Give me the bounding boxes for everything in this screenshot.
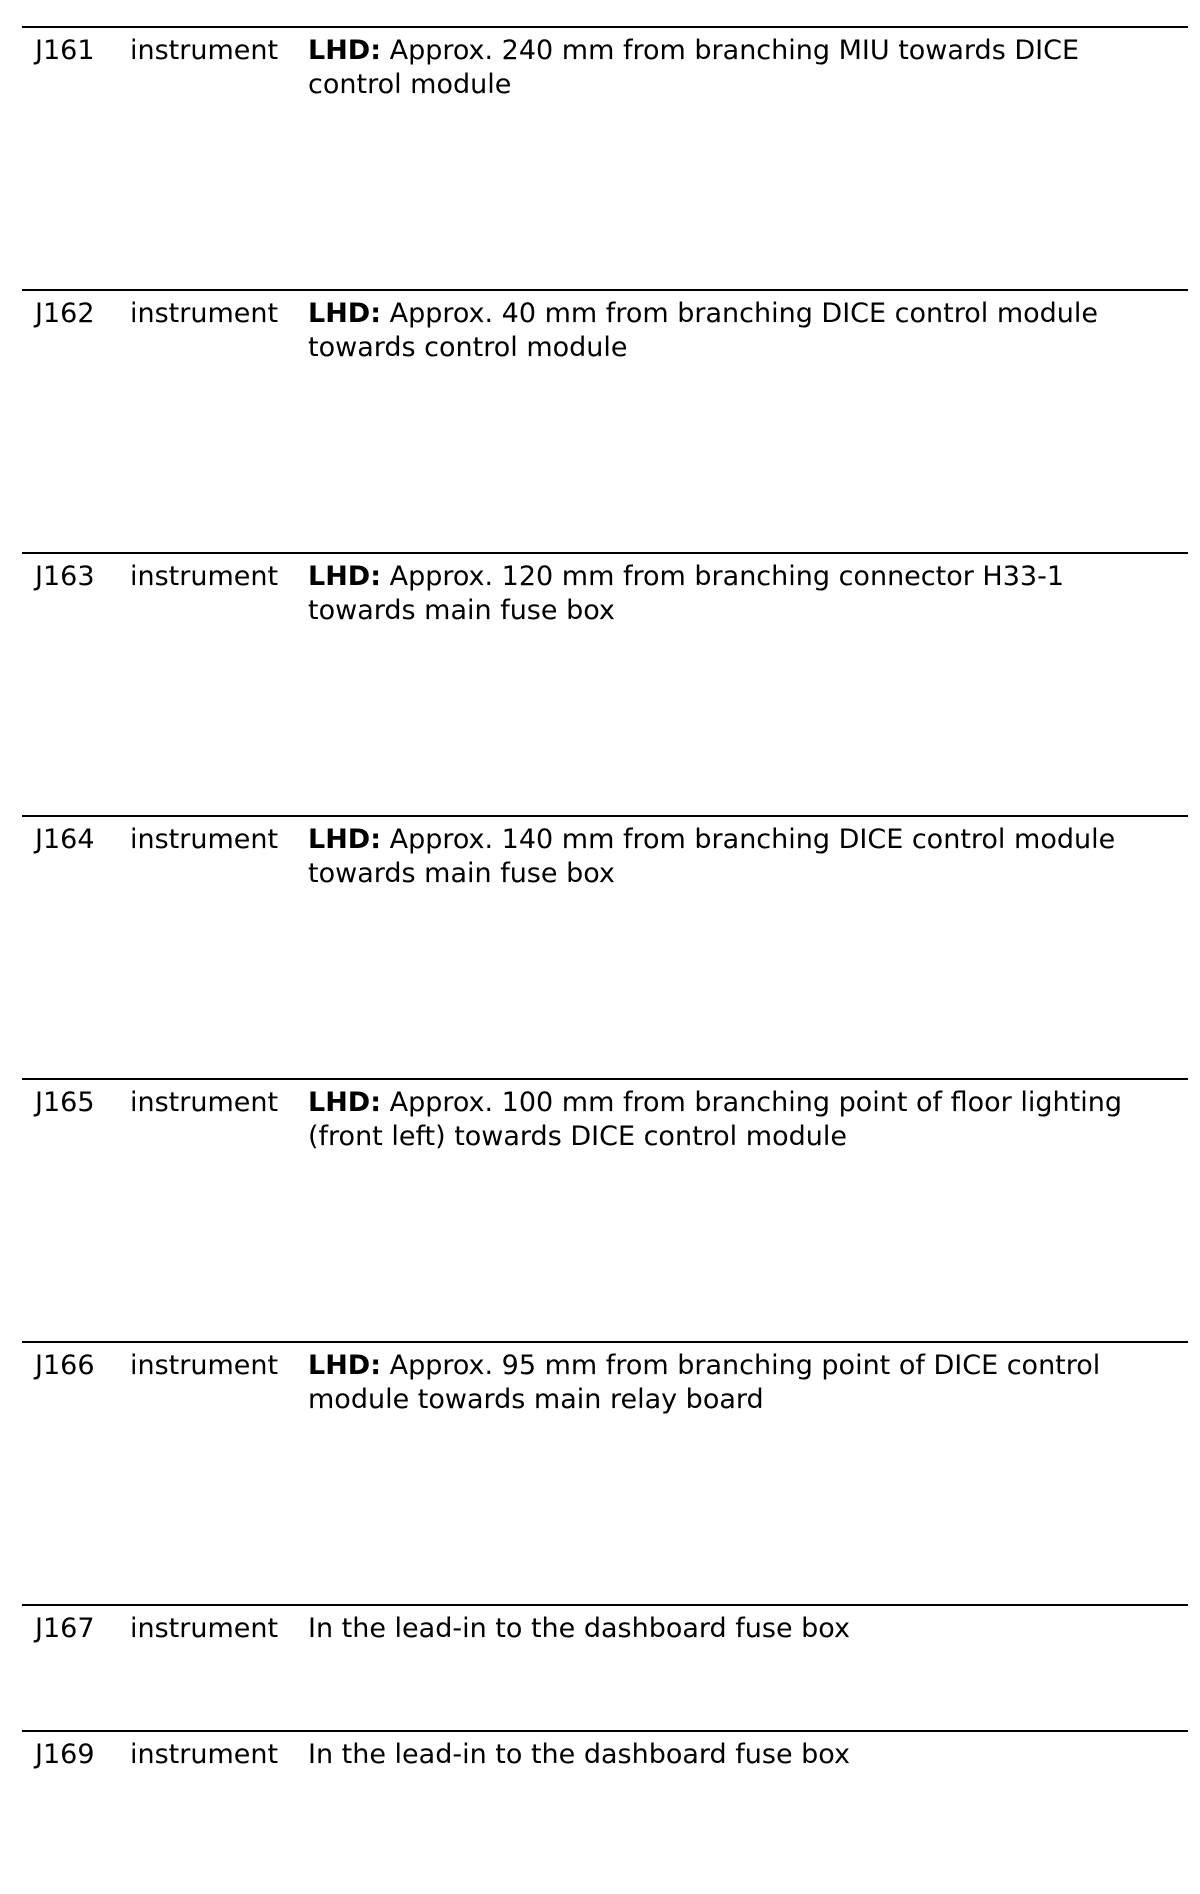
row-divider — [22, 26, 1188, 28]
location-line-1: LHD: Approx. 240 mm from branching MIU towards DICE — [308, 35, 1080, 66]
connector-code: J166 — [35, 1350, 95, 1381]
connector-code: J161 — [35, 35, 95, 66]
connector-type: instrument — [130, 35, 279, 66]
lhd-label: LHD: — [308, 298, 382, 329]
row-divider — [22, 1341, 1188, 1343]
location-line-1: In the lead-in to the dashboard fuse box — [308, 1739, 850, 1770]
connector-location — [308, 823, 1180, 891]
row-divider — [22, 552, 1188, 554]
row-divider — [22, 1604, 1188, 1606]
location-line-1: LHD: Approx. 40 mm from branching DICE control module — [308, 298, 1099, 329]
location-line-2: (front left) towards DICE control module — [308, 1121, 847, 1152]
location-line-1: LHD: Approx. 95 mm from branching point of DICE control — [308, 1350, 1101, 1381]
connector-type: instrument — [130, 1739, 279, 1770]
location-line-1: LHD: Approx. 120 mm from branching connector H33-1 — [308, 561, 1065, 592]
row-divider — [22, 1078, 1188, 1080]
connector-type: instrument — [130, 1087, 279, 1118]
connector-code: J165 — [35, 1087, 95, 1118]
row-divider — [22, 1730, 1188, 1732]
connector-code: J162 — [35, 298, 95, 329]
connector-location — [308, 1612, 1180, 1646]
connector-type: instrument — [130, 561, 279, 592]
connector-code: J167 — [35, 1613, 95, 1644]
lhd-label: LHD: — [308, 1087, 382, 1118]
connector-type: instrument — [130, 298, 279, 329]
connector-code: J163 — [35, 561, 95, 592]
location-line-2: control module — [308, 69, 512, 100]
connector-code: J164 — [35, 824, 95, 855]
row-divider — [22, 815, 1188, 817]
connector-location — [308, 1086, 1180, 1154]
location-line-2: module towards main relay board — [308, 1384, 764, 1415]
location-line-2: towards control module — [308, 332, 628, 363]
lhd-label: LHD: — [308, 1350, 382, 1381]
row-divider — [22, 289, 1188, 291]
connector-location — [308, 34, 1180, 102]
location-line-2: towards main fuse box — [308, 595, 615, 626]
connector-code: J169 — [35, 1739, 95, 1770]
location-line-1: LHD: Approx. 140 mm from branching DICE control module — [308, 824, 1116, 855]
lhd-label: LHD: — [308, 824, 382, 855]
location-line-1: In the lead-in to the dashboard fuse box — [308, 1613, 850, 1644]
connector-location — [308, 297, 1180, 365]
connector-location — [308, 1738, 1180, 1772]
lhd-label: LHD: — [308, 35, 382, 66]
connector-location — [308, 1349, 1180, 1417]
connector-location — [308, 560, 1180, 628]
connector-type: instrument — [130, 824, 279, 855]
location-line-2: towards main fuse box — [308, 858, 615, 889]
location-line-1: LHD: Approx. 100 mm from branching point of floor lighting — [308, 1087, 1122, 1118]
connector-type: instrument — [130, 1350, 279, 1381]
connector-type: instrument — [130, 1613, 279, 1644]
lhd-label: LHD: — [308, 561, 382, 592]
